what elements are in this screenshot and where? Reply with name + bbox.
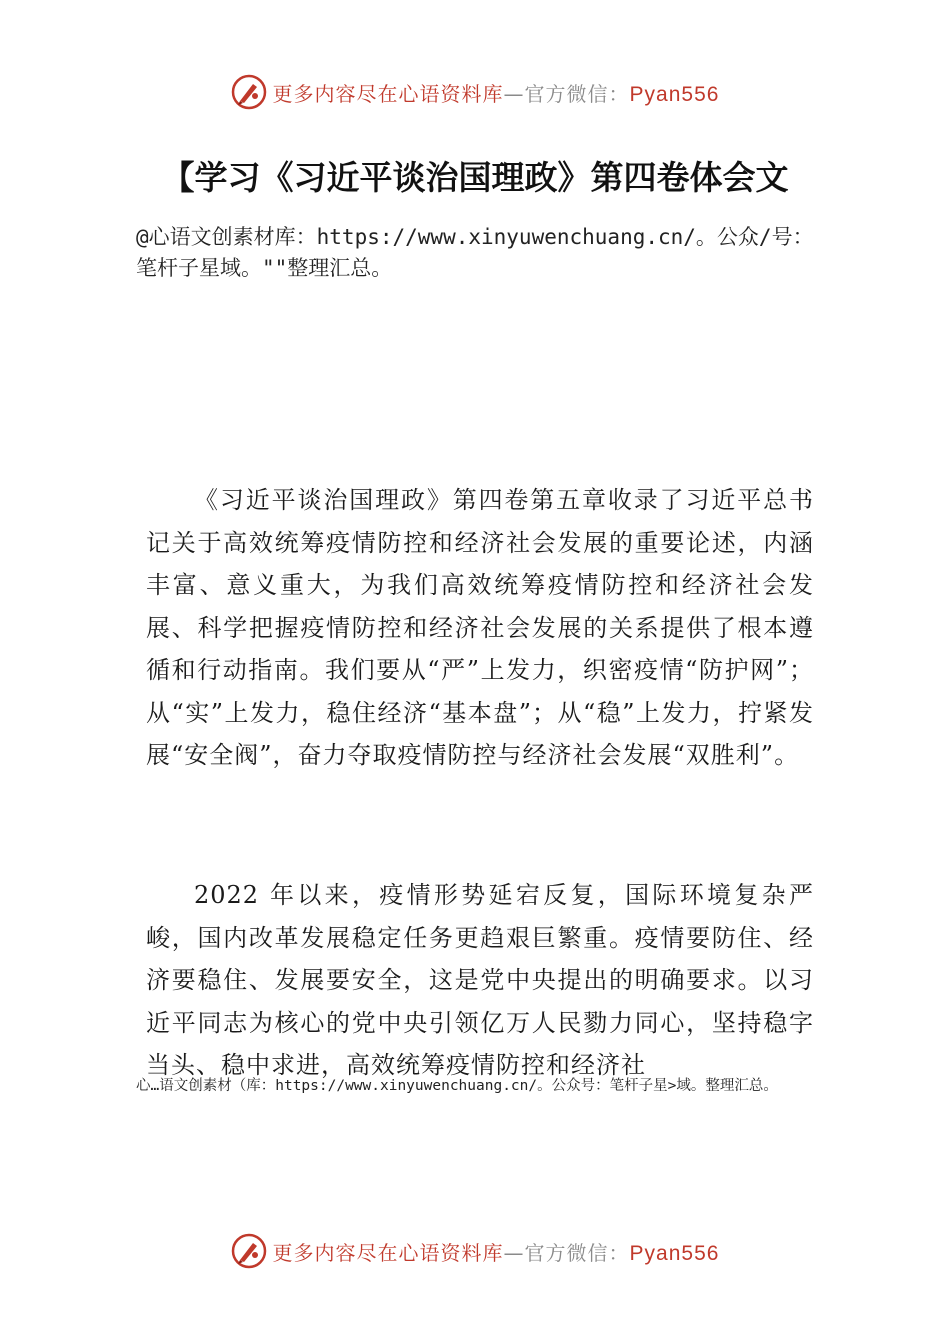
source-line: @心语文创素材库：https://www.xinyuwenchuang.cn/。公众/号：笔杆子星域。""整理汇总。 [136,225,814,280]
banner-text [273,78,720,107]
pen-brush-icon [231,74,267,110]
banner-main-text: 更多内容尽在心语资料库 [272,81,504,106]
banner-wechat-id: Pyan556 [629,82,720,106]
header-banner [0,67,950,117]
banner-main-text: 更多内容尽在心语资料库 [272,1240,504,1265]
pen-brush-icon [231,1233,267,1269]
document-title: 【学习《习近平谈治国理政》第四卷体会文 [161,158,789,197]
banner-wechat-id: Pyan556 [629,1241,720,1265]
banner-text [273,1237,720,1266]
body-paragraph-1: 《习近平谈治国理政》第四卷第五章收录了习近平总书记关于高效统筹疫情防控和经济社会发展的重要论述，内涵丰富、意义重大，为我们高效统筹疫情防控和经济社会发展、科学把握疫情防控和经济社会发展的关系提供了根本遵循和行动指南。我们要从“严”上发力，织密疫情“防护网”；从“实”上发力，稳住经济“基本盘”；从“稳”上发力，拧紧发展“安全阀”，奋力夺取疫情防控与经济社会发展“双胜利”。 [146,486,814,769]
banner-separator-text: —官方微信： [503,81,630,106]
banner-separator-text: —官方微信： [503,1240,630,1265]
footer-note: 心…语文创素材（库：https://www.xinyuwenchuang.cn/。公众号：笔杆子星>域。整理汇总。 [136,1078,778,1094]
body-paragraph-2: 2022 年以来，疫情形势延宕反复，国际环境复杂严峻，国内改革发展稳定任务更趋艰巨繁重。疫情要防住、经济要稳住、发展要安全，这是党中央提出的明确要求。以习近平同志为核心的党中央引领亿万人民勠力同心，坚持稳字当头、稳中求进，高效统筹疫情防控和经济社 [146,881,814,1079]
footer-banner [0,1226,950,1276]
